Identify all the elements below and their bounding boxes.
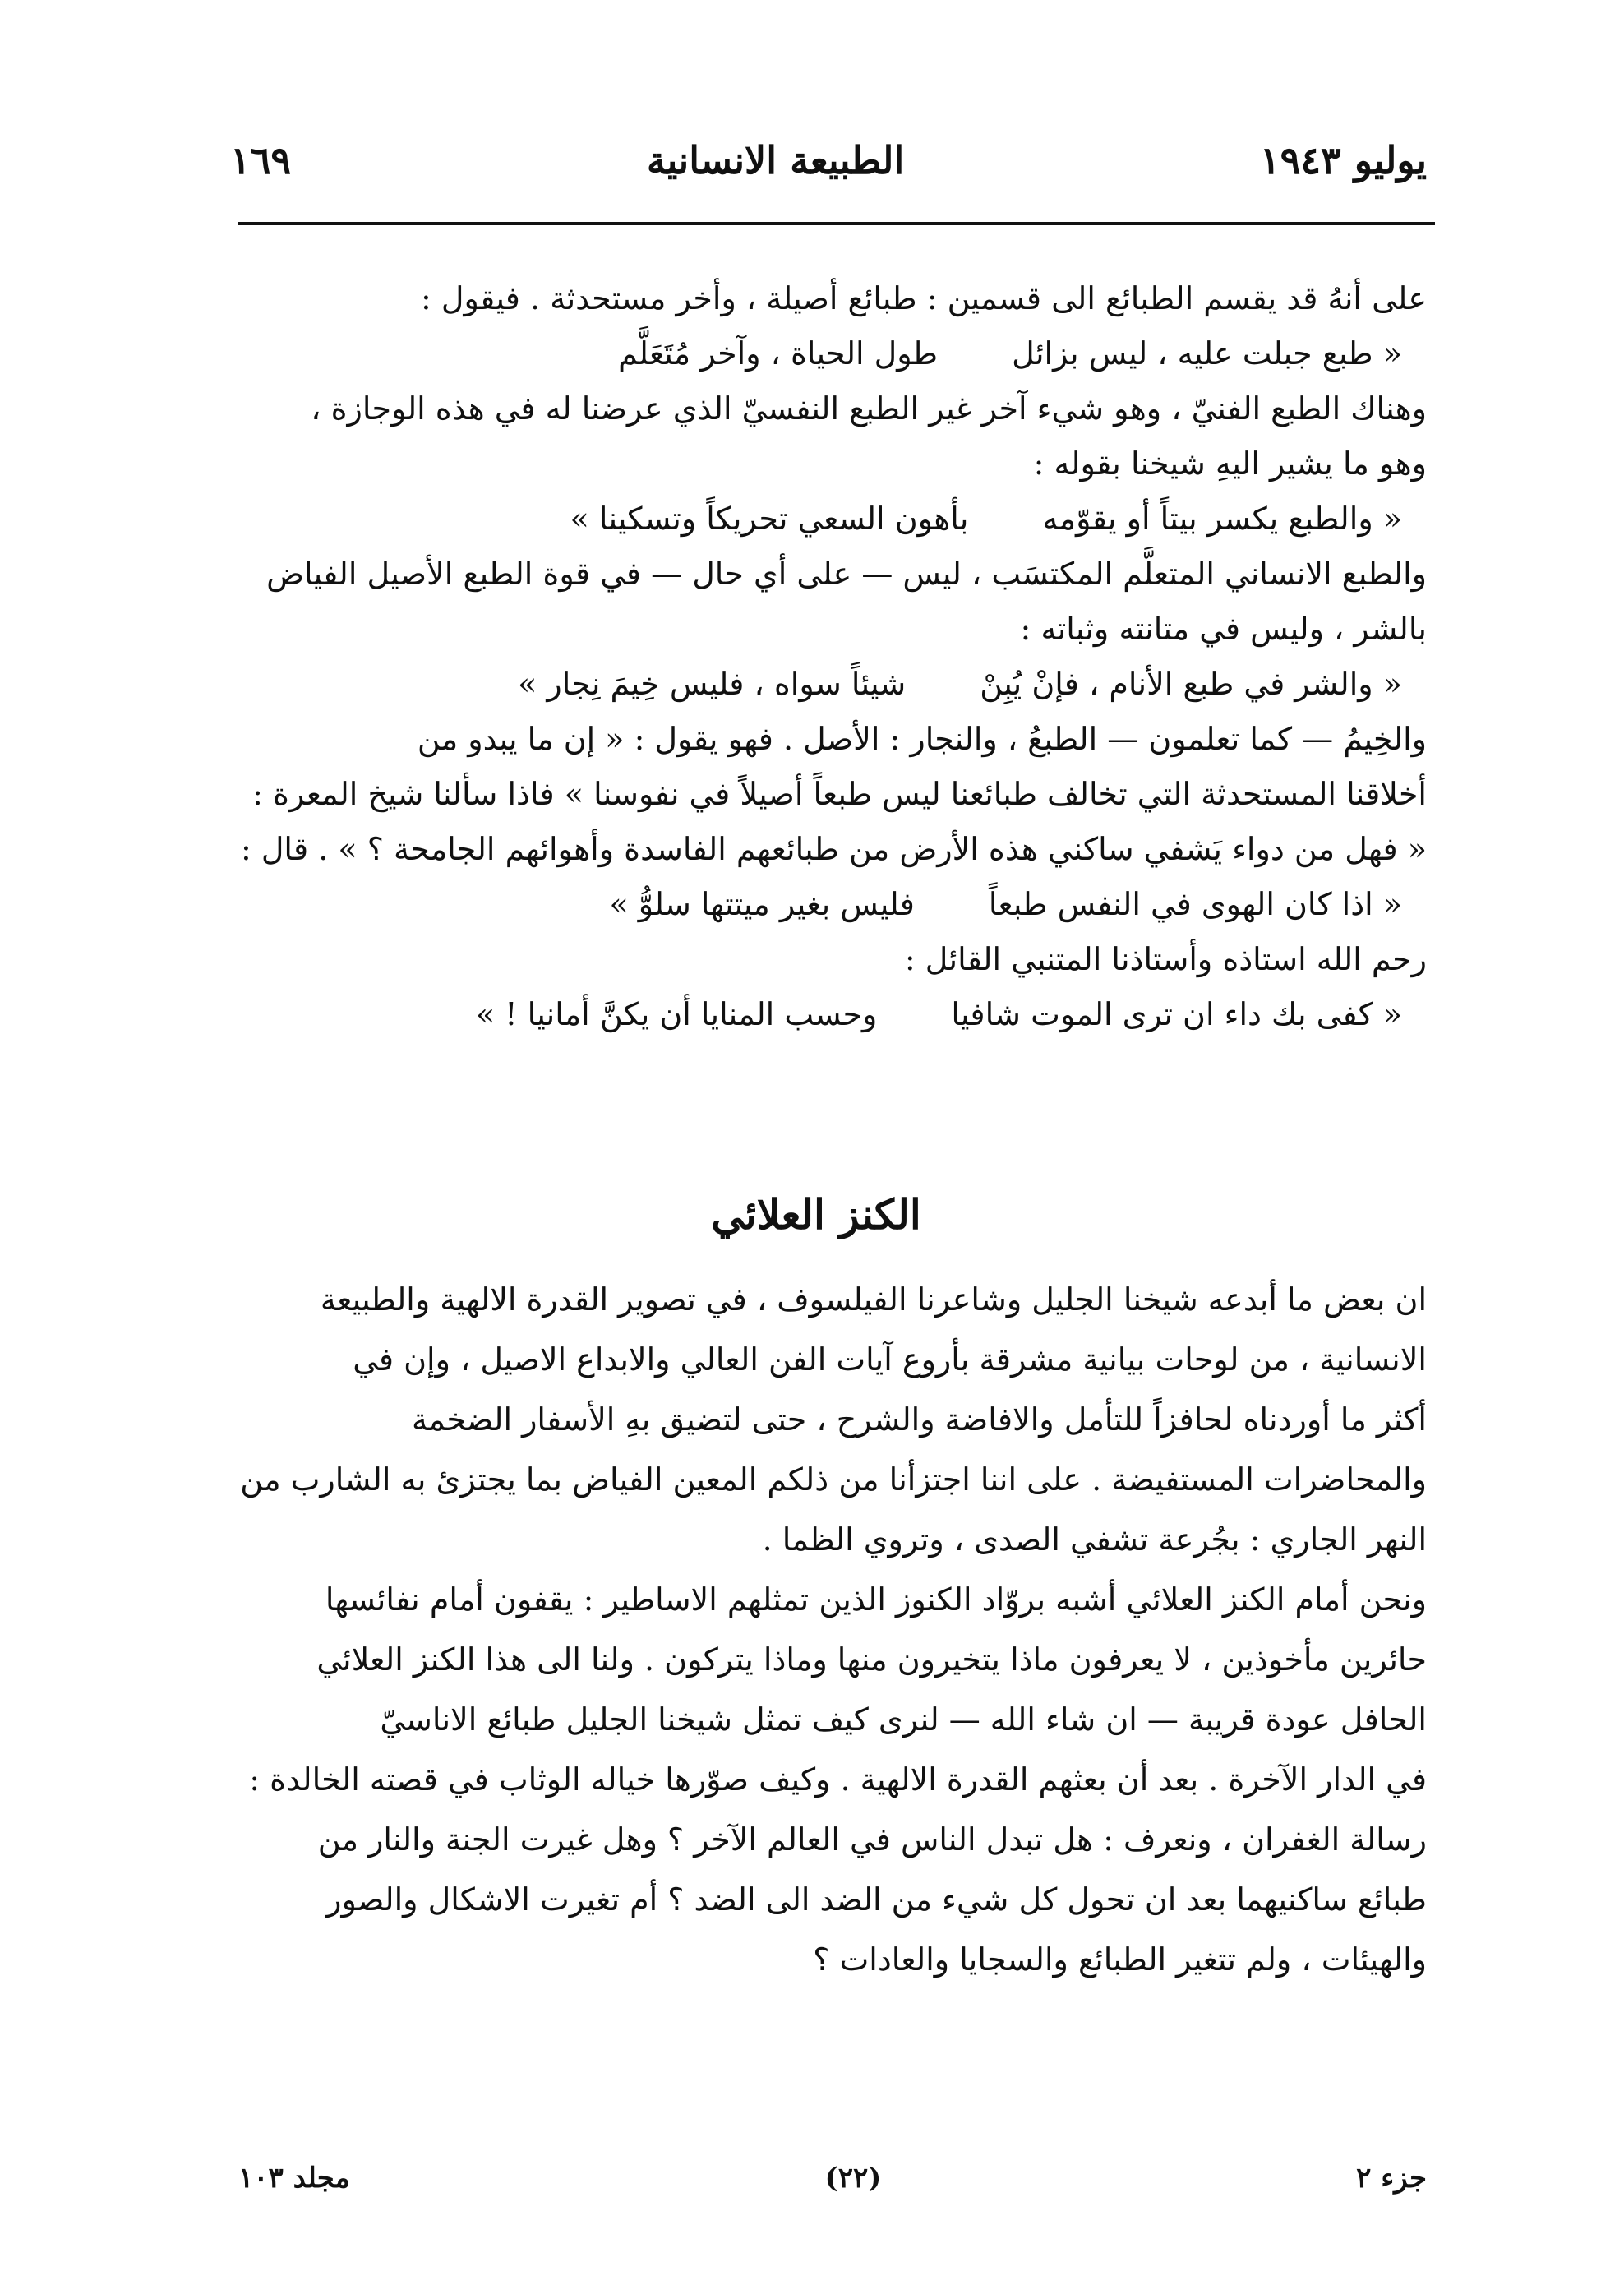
verse-hemistich-1: « اذا كان الهوى في النفس طبعاً	[988, 886, 1402, 922]
text-line: رحم الله استاذه وأستاذنا المتنبي القائل :	[904, 941, 1427, 977]
text-line: أخلاقنا المستحدثة التي تخالف طبائعنا ليس طبعاً أصيلاً في نفوسنا » فاذا سألنا شيخ المعرة :	[252, 776, 1427, 812]
footer-part: جزء ٢	[1356, 2162, 1427, 2195]
text-line: النهر الجاري : بجُرعة تشفي الصدى ، وتروي الظما .	[762, 1521, 1427, 1558]
header-title: الطبيعة الانسانية	[646, 138, 905, 182]
text-line: والطبع الانساني المتعلَّم المكتسَب ، ليس — على أي حال — في قوة الطبع الأصيل الفياض	[266, 556, 1427, 592]
text-line: والمحاضرات المستفيضة . على اننا اجتزأنا من ذلكم المعين الفياض بما يجتزئ به الشارب من	[240, 1461, 1427, 1498]
running-header	[230, 123, 1427, 197]
footer-page-code: (٢٢)	[824, 2162, 882, 2195]
text-line: ونحن أمام الكنز العلائي أشبه بروّاد الكنوز الذين تمثلهم الاساطير : يقفون أمام نفائسها	[325, 1581, 1427, 1618]
section-title: الكنز العلائي	[711, 1190, 921, 1239]
verse-hemistich-2: طول الحياة ، وآخر مُتَعَلَّم	[618, 335, 939, 372]
text-line: ان بعض ما أبدعه شيخنا الجليل وشاعرنا الفيلسوف ، في تصوير القدرة الالهية والطبيعة	[320, 1281, 1427, 1318]
verse-hemistich-2: فليس بغير ميتتها سلوُّ »	[609, 886, 915, 922]
text-line: طبائع ساكنيهما بعد ان تحول كل شيء من الضد الى الضد ؟ أم تغيرت الاشكال والصور	[326, 1881, 1427, 1918]
verse-hemistich-1: « كفى بك داء ان ترى الموت شافيا	[951, 996, 1402, 1032]
verse-hemistich-2: وحسب المنايا أن يكنَّ أمانيا ! »	[475, 996, 878, 1032]
verse	[205, 657, 1427, 712]
verse-hemistich-2: بأهون السعي تحريكاً وتسكينا »	[570, 501, 969, 537]
verse-hemistich-1: « والشر في طبع الأنام ، فإنْ يُبِنْ	[980, 666, 1402, 702]
verse	[205, 492, 1427, 547]
text-line: على أنهُ قد يقسم الطبائع الى قسمين : طبائع أصيلة ، وأخر مستحدثة . فيقول :	[421, 280, 1427, 316]
text-line: « فهل من دواء يَشفي ساكني هذه الأرض من طبائعهم الفاسدة وأهوائهم الجامحة ؟ » . قال :	[240, 831, 1427, 867]
verse	[205, 877, 1427, 932]
text-line: في الدار الآخرة . بعد أن بعثهم القدرة الالهية . وكيف صوّرها خياله الوثاب في قصته الخالدة :	[249, 1761, 1427, 1798]
header-rule	[238, 222, 1435, 225]
footer-volume: مجلد ١٠٣	[238, 2162, 350, 2195]
text-line: الحافل عودة قريبة — ان شاء الله — لنرى كيف تمثل شيخنا الجليل طبائع الاناسيّ	[380, 1701, 1427, 1738]
text-line: والخِيمُ — كما تعلمون — الطبعُ ، والنجار : الأصل . فهو يقول : « إن ما يبدو من	[417, 721, 1427, 757]
section-1	[205, 271, 1427, 1042]
page-footer	[238, 2153, 1427, 2203]
text-line: أكثر ما أوردناه لحافزاً للتأمل والافاضة والشرح ، حتى لتضيق بهِ الأسفار الضخمة	[412, 1401, 1427, 1438]
verse-hemistich-1: « طبع جبلت عليه ، ليس بزائل	[1012, 335, 1402, 372]
header-page-number: ١٦٩	[230, 138, 292, 182]
text-line: والهيئات ، ولم تتغير الطبائع والسجايا والعادات ؟	[813, 1941, 1427, 1978]
verse-hemistich-2: شيئاً سواه ، فليس خِيمَ نِجار »	[518, 666, 907, 702]
text-line: وهناك الطبع الفنيّ ، وهو شيء آخر غير الطبع النفسيّ الذي عرضنا له في هذه الوجازة ،	[311, 390, 1427, 427]
text-line: بالشر ، وليس في متانته وثباته :	[1020, 611, 1427, 647]
header-date: يوليو ١٩٤٣	[1259, 138, 1427, 182]
verse	[205, 326, 1427, 381]
text-line: الانسانية ، من لوحات بيانية مشرقة بأروع آيات الفن العالي والابداع الاصيل ، وإن في	[353, 1341, 1427, 1378]
text-line: حائرين مأخوذين ، لا يعرفون ماذا يتخيرون منها وماذا يتركون . ولنا الى هذا الكنز العلائي	[316, 1641, 1427, 1678]
verse-hemistich-1: « والطبع يكسر بيتاً أو يقوّمه	[1042, 501, 1402, 537]
section-2	[205, 1270, 1427, 1990]
text-line: وهو ما يشير اليهِ شيخنا بقوله :	[1033, 445, 1427, 482]
text-line: رسالة الغفران ، ونعرف : هل تبدل الناس في العالم الآخر ؟ وهل غيرت الجنة والنار من	[317, 1821, 1427, 1858]
verse	[205, 987, 1427, 1042]
